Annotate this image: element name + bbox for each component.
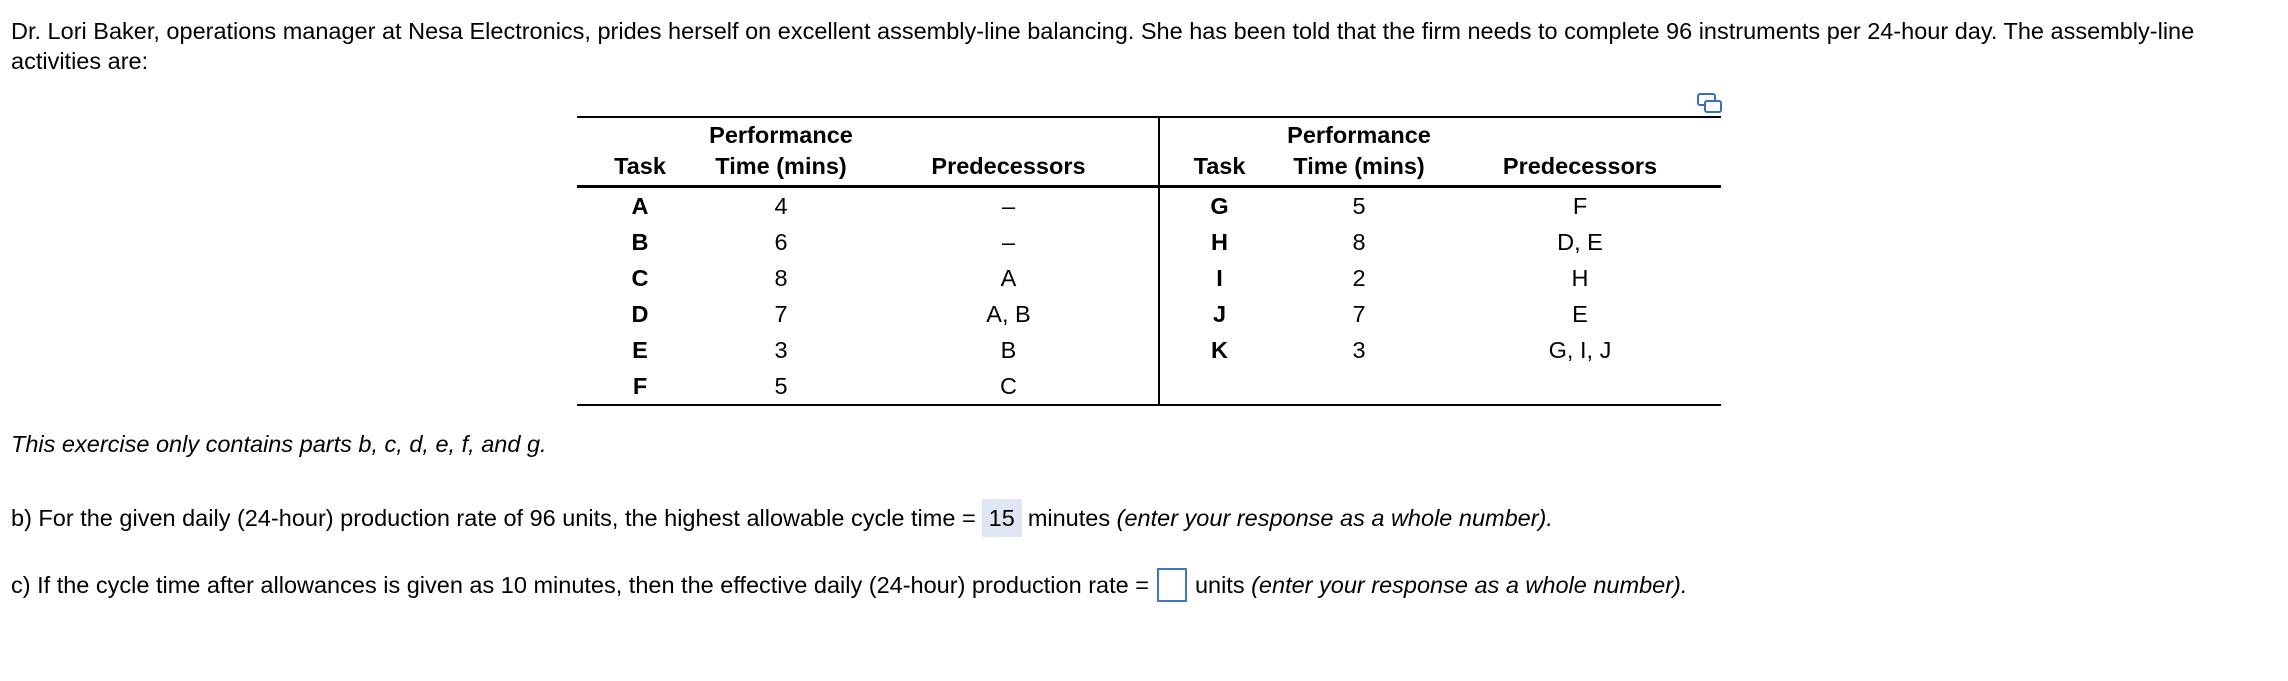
task-predecessors: F — [1572, 193, 1588, 219]
header-performance-time-2 — [1279, 117, 1439, 187]
task-time: 3 — [774, 337, 788, 363]
task-time: 5 — [774, 373, 788, 399]
question-c-unit: units — [1194, 571, 1245, 598]
header-performance-line2-2: Time (mins) — [1293, 153, 1425, 179]
task-id: C — [631, 265, 649, 291]
table-row — [577, 332, 1721, 368]
header-performance-time — [703, 117, 859, 187]
table-row — [577, 368, 1721, 405]
table-row — [577, 260, 1721, 296]
task-predecessors: A — [859, 260, 1159, 296]
task-table — [577, 116, 1721, 406]
task-time: 4 — [774, 193, 788, 219]
header-performance-line1-2: Performance — [1287, 122, 1431, 148]
header-performance-line2: Time (mins) — [715, 153, 847, 179]
task-predecessors: B — [859, 332, 1159, 368]
question-c-text: c) If the cycle time after allowances is given as 10 minutes, then the effective daily (24-hour) production rate = — [11, 571, 1149, 598]
task-id: H — [1211, 229, 1228, 255]
task-predecessors: G, I, J — [1548, 337, 1612, 363]
question-b-text: b) For the given daily (24-hour) production rate of 96 units, the highest allowable cycle time = — [11, 504, 976, 531]
question-b-answer[interactable]: 15 — [982, 499, 1022, 537]
task-time: 8 — [774, 265, 788, 291]
question-b-hint: (enter your response as a whole number). — [1116, 504, 1553, 531]
task-id: E — [632, 337, 648, 363]
header-predecessors: Predecessors — [859, 117, 1159, 187]
problem-intro: Dr. Lori Baker, operations manager at Nesa Electronics, prides herself on excellent assembly-line balancing. She has been told that the firm needs to complete 96 instruments per 24-hour day. The assembly-line activities are: — [11, 18, 2195, 74]
header-task: Task — [577, 117, 703, 187]
question-c-hint: (enter your response as a whole number). — [1251, 571, 1688, 598]
task-predecessors: A, B — [859, 296, 1159, 332]
task-time: 2 — [1352, 265, 1366, 291]
task-id: A — [631, 193, 649, 219]
question-c — [11, 566, 1687, 604]
header-performance-line1: Performance — [709, 122, 853, 148]
task-predecessors: – — [859, 187, 1159, 225]
task-predecessors: C — [859, 368, 1159, 405]
task-predecessors: D, E — [1557, 229, 1603, 255]
task-time: 8 — [1352, 229, 1366, 255]
task-id: I — [1216, 265, 1223, 291]
table-row — [577, 187, 1721, 225]
task-id: K — [1211, 337, 1228, 363]
header-predecessors-2: Predecessors — [1439, 117, 1721, 187]
task-id: G — [1210, 193, 1229, 219]
task-predecessors: – — [859, 224, 1159, 260]
task-id: B — [631, 229, 649, 255]
table-header-row — [577, 117, 1721, 187]
question-b — [11, 499, 1553, 537]
task-predecessors — [1439, 368, 1721, 405]
task-id — [1159, 368, 1279, 405]
task-time: 5 — [1352, 193, 1366, 219]
task-time: 6 — [774, 229, 788, 255]
task-predecessors: H — [1571, 265, 1589, 291]
task-id: F — [632, 373, 648, 399]
task-id: D — [631, 301, 649, 327]
task-time: 3 — [1352, 337, 1366, 363]
task-time: 7 — [1352, 301, 1366, 327]
copy-table-icon[interactable] — [1697, 92, 1723, 114]
task-predecessors: E — [1572, 301, 1588, 327]
task-time — [1279, 368, 1439, 405]
task-id: J — [1212, 301, 1227, 327]
header-task-2: Task — [1159, 117, 1279, 187]
exercise-note: This exercise only contains parts b, c, d, e, f, and g. — [11, 431, 547, 457]
table-row — [577, 296, 1721, 332]
task-time: 7 — [774, 301, 788, 327]
question-c-answer-input[interactable] — [1157, 568, 1187, 602]
task-table-container — [577, 116, 1721, 408]
question-b-unit: minutes — [1027, 504, 1111, 531]
table-row — [577, 224, 1721, 260]
